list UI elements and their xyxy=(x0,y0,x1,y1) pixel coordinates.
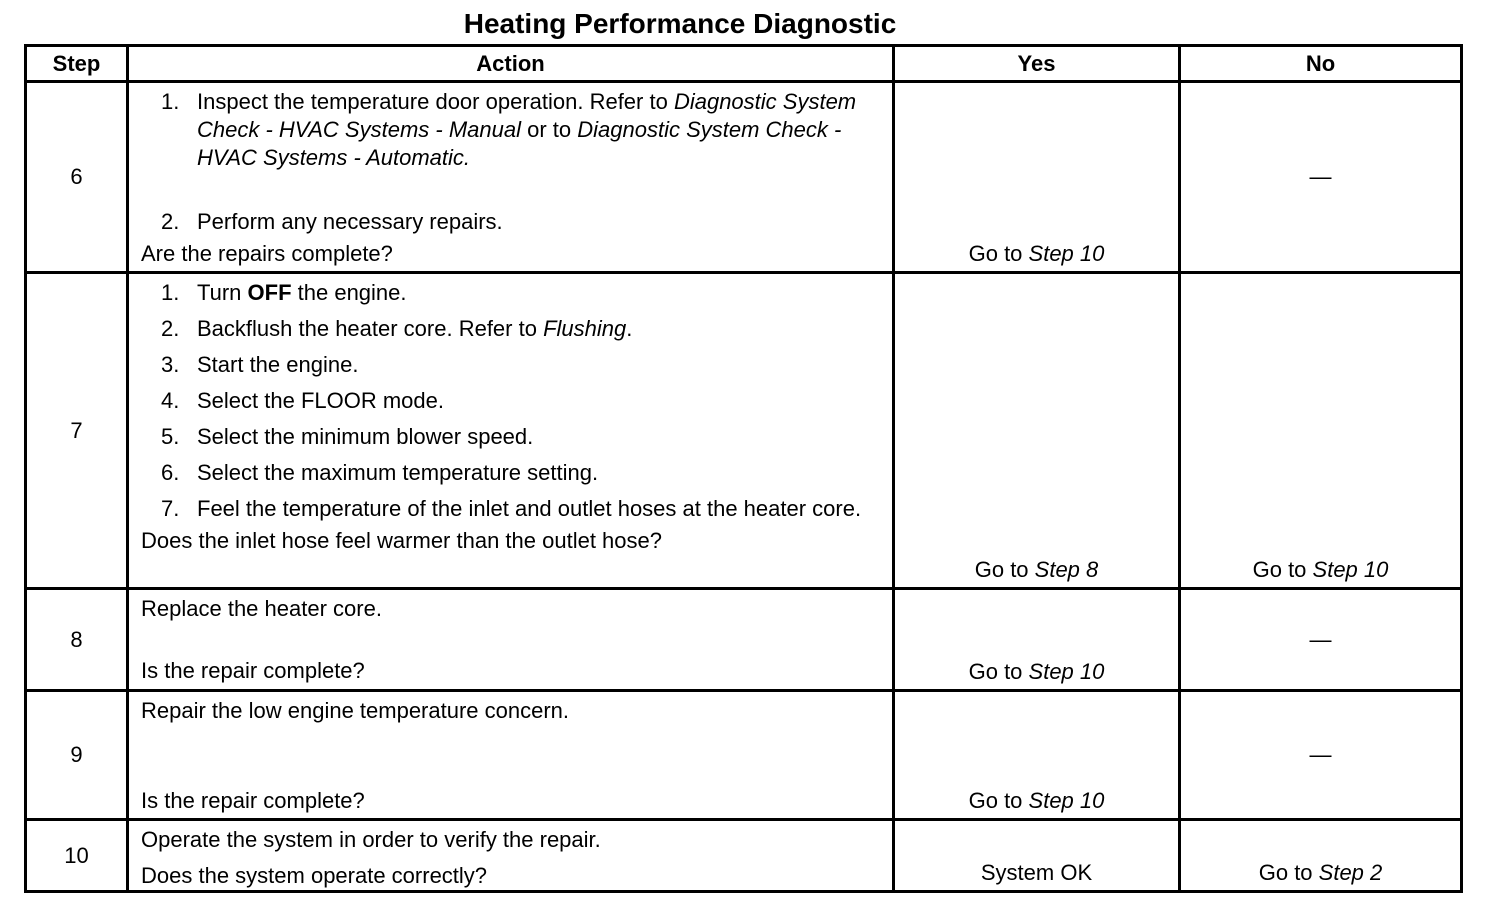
list-text: Perform any necessary repairs. xyxy=(197,209,503,234)
action-cell xyxy=(128,820,894,892)
yes-cell xyxy=(894,691,1180,820)
list-text: the engine. xyxy=(291,280,407,305)
list-text: Select the maximum temperature setting. xyxy=(197,460,599,485)
header-yes: Yes xyxy=(894,46,1180,82)
yes-cell xyxy=(894,82,1180,273)
result-text: Go to xyxy=(1258,860,1319,885)
question-text: Does the system operate correctly? xyxy=(141,863,488,888)
no-cell xyxy=(1180,820,1462,892)
question-text: Are the repairs complete? xyxy=(141,241,393,266)
action-cell xyxy=(128,273,894,589)
action-list xyxy=(141,279,882,523)
yes-cell xyxy=(894,273,1180,589)
step-number: 8 xyxy=(26,589,128,691)
list-number: 2. xyxy=(161,209,180,234)
list-item xyxy=(141,88,882,172)
step-link[interactable]: Step 10 xyxy=(1028,788,1105,813)
reference-link[interactable]: Diagnostic System Check - HVAC Systems - Automatic xyxy=(197,117,842,170)
list-item xyxy=(141,387,882,415)
action-text: Repair the low engine temperature concern. xyxy=(141,698,570,723)
action-cell xyxy=(128,82,894,273)
result-text: Go to xyxy=(968,241,1029,266)
header-step: Step xyxy=(26,46,128,82)
list-item xyxy=(141,459,882,487)
result-text: Go to xyxy=(968,788,1029,813)
step-number: 10 xyxy=(26,820,128,892)
list-number: 3. xyxy=(161,352,180,377)
step-link[interactable]: Step 10 xyxy=(1312,557,1389,582)
result-text: Go to xyxy=(968,659,1029,684)
list-item xyxy=(141,208,882,236)
question-text: Is the repair complete? xyxy=(141,658,365,683)
list-text: Start the engine. xyxy=(197,352,359,377)
action-cell xyxy=(128,691,894,820)
list-text: Inspect the temperature door operation. Refer to xyxy=(197,89,674,114)
diagnostic-table xyxy=(24,44,1463,893)
result-text: Go to xyxy=(1252,557,1313,582)
question-text: Does the inlet hose feel warmer than the outlet hose? xyxy=(141,528,662,553)
step-link[interactable]: Step 8 xyxy=(1034,557,1099,582)
reference-link[interactable]: Diagnostic System Check - HVAC Systems - Manual xyxy=(197,89,857,142)
no-cell: — xyxy=(1180,82,1462,273)
action-text: Operate the system in order to verify the repair. xyxy=(141,827,601,852)
step-number: 7 xyxy=(26,273,128,589)
action-list xyxy=(141,88,882,236)
list-item xyxy=(141,351,882,379)
step-link[interactable]: Step 2 xyxy=(1318,860,1383,885)
result-text: System OK xyxy=(980,860,1093,885)
yes-cell xyxy=(894,589,1180,691)
list-text: Select the FLOOR mode. xyxy=(197,388,444,413)
list-number: 2. xyxy=(161,316,180,341)
no-cell: — xyxy=(1180,691,1462,820)
list-item xyxy=(141,423,882,451)
no-cell: — xyxy=(1180,589,1462,691)
list-text: Turn xyxy=(197,280,248,305)
list-text: Backflush the heater core. Refer to xyxy=(197,316,544,341)
list-text: . xyxy=(463,145,471,170)
list-number: 6. xyxy=(161,460,180,485)
list-text: Feel the temperature of the inlet and outlet hoses at the heater core. xyxy=(197,496,862,521)
yes-cell xyxy=(894,820,1180,892)
list-item xyxy=(141,279,882,307)
list-text: . xyxy=(626,316,633,341)
page-title: Heating Performance Diagnostic xyxy=(463,8,897,39)
table-row-step-8 xyxy=(26,589,1462,691)
step-number: 9 xyxy=(26,691,128,820)
list-number: 1. xyxy=(161,280,180,305)
list-item xyxy=(141,495,882,523)
list-number: 4. xyxy=(161,388,180,413)
table-row-step-10 xyxy=(26,820,1462,892)
question-text: Is the repair complete? xyxy=(141,788,365,813)
no-cell xyxy=(1180,273,1462,589)
table-row-step-9 xyxy=(26,691,1462,820)
list-text: Select the minimum blower speed. xyxy=(197,424,534,449)
list-number: 5. xyxy=(161,424,180,449)
step-number: 6 xyxy=(26,82,128,273)
list-number: 1. xyxy=(161,89,180,114)
step-link[interactable]: Step 10 xyxy=(1028,659,1105,684)
list-item xyxy=(141,315,882,343)
table-row-step-7 xyxy=(26,273,1462,589)
table-row-step-6 xyxy=(26,82,1462,273)
reference-link[interactable]: Flushing xyxy=(543,316,627,341)
list-text: or to xyxy=(520,117,578,142)
list-text-bold: OFF xyxy=(247,280,292,305)
step-link[interactable]: Step 10 xyxy=(1028,241,1105,266)
header-row xyxy=(26,46,1462,82)
header-action: Action xyxy=(128,46,894,82)
header-no: No xyxy=(1180,46,1462,82)
list-number: 7. xyxy=(161,496,180,521)
result-text: Go to xyxy=(974,557,1035,582)
action-text: Replace the heater core. xyxy=(141,596,382,621)
action-cell xyxy=(128,589,894,691)
